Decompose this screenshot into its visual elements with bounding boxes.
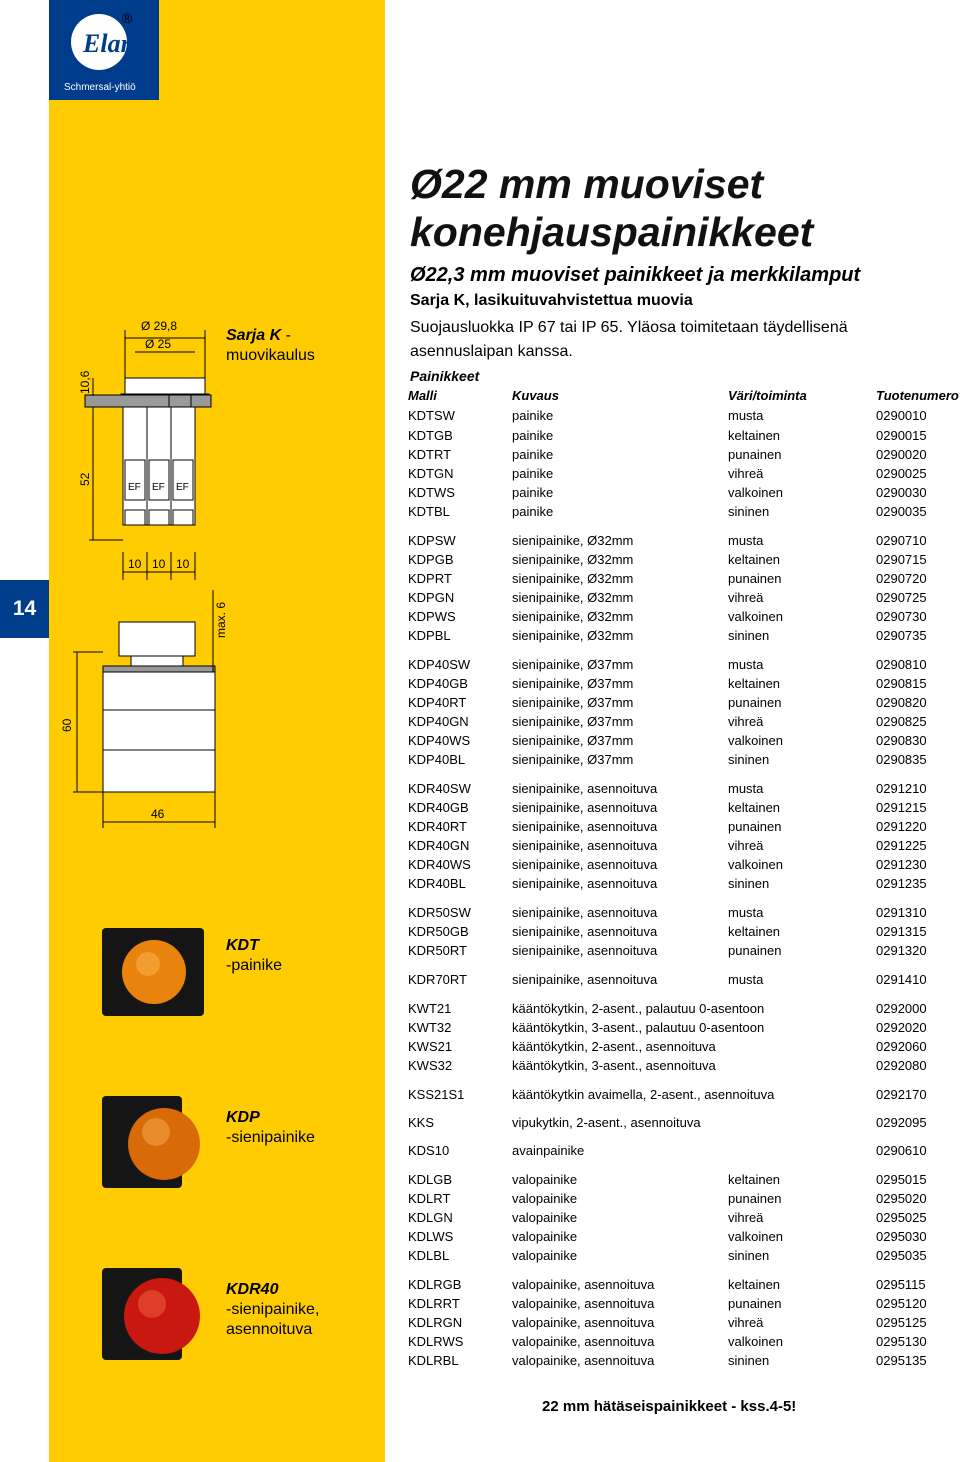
model-cell: KWT32 [408,1020,452,1035]
model-cell: KDR40GB [408,800,469,815]
description-cell: sienipainike, Ø37mm [512,676,634,691]
model-cell: KWS21 [408,1039,453,1054]
description-cell: sienipainike, asennoituva [512,800,658,815]
color-cell: vihreä [728,590,764,605]
product-number-cell: 0295030 [876,1229,927,1244]
color-cell: vihreä [728,1210,764,1225]
model-cell: KDTBL [408,504,450,519]
dim-diameter-29-8: Ø 29,8 [141,319,178,333]
product-number-cell: 0291225 [876,838,927,853]
description-cell: kääntökytkin, 2-asent., asennoituva [512,1039,716,1054]
kdt-button-photo [98,922,208,1022]
model-cell: KSS21S1 [408,1087,465,1102]
model-cell: KDLRBL [408,1353,459,1368]
color-cell: keltainen [728,552,781,567]
model-cell: KDPSW [408,533,456,548]
color-cell: keltainen [728,428,781,443]
description-cell: valopainike [512,1229,578,1244]
description-cell: sienipainike, asennoituva [512,905,658,920]
model-cell: KDTRT [408,447,452,462]
dim-height-10-6: 10,6 [78,370,92,394]
dimension-drawing [49,300,385,840]
description-cell: painike [512,447,554,462]
model-cell: KDP40BL [408,752,466,767]
model-cell: KDTSW [408,408,455,423]
description-cell: sienipainike, asennoituva [512,819,658,834]
product-number-cell: 0292170 [876,1087,927,1102]
model-cell: KDTGB [408,428,453,443]
kdp-button-photo [98,1092,208,1192]
model-cell: KDLGB [408,1172,453,1187]
model-cell: KDP40RT [408,695,467,710]
product-number-cell: 0290015 [876,428,927,443]
product-number-cell: 0295135 [876,1353,927,1368]
description-cell: painike [512,485,554,500]
product-number-cell: 0290835 [876,752,927,767]
description-cell: kääntökytkin, 2-asent., palautuu 0-asentoon [512,1001,765,1016]
model-cell: KDR50SW [408,905,471,920]
product-number-cell: 0295035 [876,1248,927,1263]
product-number-cell: 0291210 [876,781,927,796]
model-cell: KDTWS [408,485,455,500]
color-cell: punainen [728,571,782,586]
description-cell: sienipainike, Ø37mm [512,657,634,672]
model-cell: KDR50RT [408,943,468,958]
model-cell: KDLRGN [408,1315,463,1330]
description-cell: valopainike [512,1248,578,1263]
dim-width-10: 10 [152,557,166,571]
model-cell: KDLRRT [408,1296,460,1311]
product-number-cell: 0290725 [876,590,927,605]
description-cell: sienipainike, Ø32mm [512,609,634,624]
product-number-cell: 0292020 [876,1020,927,1035]
color-cell: valkoinen [728,609,783,624]
color-cell: keltainen [728,1277,781,1292]
color-cell: sininen [728,1353,770,1368]
model-cell: KDLRWS [408,1334,464,1349]
color-cell: valkoinen [728,733,783,748]
description-cell: kääntökytkin, 3-asent., palautuu 0-asentoon [512,1020,765,1035]
product-number-cell: 0295025 [876,1210,927,1225]
model-cell: KDP40GB [408,676,468,691]
color-cell: valkoinen [728,1334,783,1349]
color-cell: musta [728,408,764,423]
description-cell: kääntökytkin, 3-asent., asennoituva [512,1058,716,1073]
description-cell: kääntökytkin avaimella, 2-asent., asennoituva [512,1087,775,1102]
color-cell: vihreä [728,1315,764,1330]
model-cell: KDR70RT [408,972,468,987]
dim-width-10: 10 [128,557,142,571]
color-cell: musta [728,781,764,796]
dim-height-52: 52 [78,472,92,486]
description-cell: sienipainike, asennoituva [512,838,658,853]
description-cell: painike [512,408,554,423]
color-cell: musta [728,533,764,548]
dim-diameter-25: Ø 25 [145,337,172,351]
model-cell: KDPRT [408,571,452,586]
model-cell: KDR40GN [408,838,470,853]
product-number-cell: 0290820 [876,695,927,710]
color-cell: keltainen [728,1172,781,1187]
color-cell: punainen [728,819,782,834]
product-number-cell: 0290025 [876,466,927,481]
column-header-description: Kuvaus [512,388,559,403]
product-number-cell: 0291230 [876,857,927,872]
model-cell: KDP40WS [408,733,471,748]
product-number-cell: 0291220 [876,819,927,834]
model-cell: KDR50GB [408,924,469,939]
page-number-tab: 14 [0,580,49,638]
product-number-cell: 0295130 [876,1334,927,1349]
color-cell: sininen [728,752,770,767]
color-cell: keltainen [728,800,781,815]
caption-kdp: KDP -sienipainike [226,1109,315,1146]
description-cell: valopainike, asennoituva [512,1277,655,1292]
description-cell: sienipainike, asennoituva [512,857,658,872]
description: Suojausluokka IP 67 tai IP 65. Yläosa toimitetaan täydellisenä asennuslaipan kanssa. [410,319,848,360]
product-number-cell: 0290830 [876,733,927,748]
product-number-cell: 0292060 [876,1039,927,1054]
model-cell: KDLRGB [408,1277,462,1292]
model-cell: KDR40RT [408,819,468,834]
color-cell: valkoinen [728,485,783,500]
description-cell: painike [512,466,554,481]
product-number-cell: 0292080 [876,1058,927,1073]
color-cell: punainen [728,1296,782,1311]
color-cell: musta [728,972,764,987]
description-cell: valopainike [512,1172,578,1187]
description-cell: valopainike [512,1210,578,1225]
description-cell: sienipainike, Ø32mm [512,533,634,548]
caption-kdt: KDT -painike [226,937,283,974]
product-number-cell: 0292000 [876,1001,927,1016]
color-cell: punainen [728,943,782,958]
dim-width-46: 46 [151,807,165,821]
color-cell: sininen [728,876,770,891]
model-cell: KKS [408,1115,435,1130]
product-number-cell: 0290610 [876,1143,927,1158]
product-number-cell: 0290735 [876,628,927,643]
page-title: Ø22 mm muoviset konehjauspainikkeet [410,161,814,255]
ef-label: EF [128,482,141,493]
section-heading: Painikkeet [410,368,480,384]
description-cell: sienipainike, asennoituva [512,781,658,796]
description-cell: sienipainike, asennoituva [512,924,658,939]
dim-max-6: max. 6 [214,601,228,638]
description-cell: sienipainike, asennoituva [512,972,658,987]
color-cell: punainen [728,695,782,710]
color-cell: vihreä [728,714,764,729]
series-heading: Sarja K, lasikuituvahvistettua muovia [410,292,693,309]
model-cell: KDLGN [408,1210,453,1225]
description-cell: sienipainike, asennoituva [512,943,658,958]
description-cell: painike [512,428,554,443]
description-cell: vipukytkin, 2-asent., asennoituva [512,1115,701,1130]
product-number-cell: 0295115 [876,1277,926,1292]
description-cell: sienipainike, Ø37mm [512,752,634,767]
model-cell: KDP40SW [408,657,471,672]
description-cell: sienipainike, Ø32mm [512,552,634,567]
logo-text: Elan [83,29,136,58]
model-cell: KWT21 [408,1001,452,1016]
product-number-cell: 0295125 [876,1315,927,1330]
product-number-cell: 0290815 [876,676,927,691]
product-number-cell: 0291215 [876,800,927,815]
ef-label: EF [152,482,165,493]
model-cell: KDR40BL [408,876,466,891]
model-cell: KDPBL [408,628,451,643]
ef-label: EF [176,482,189,493]
model-cell: KDTGN [408,466,454,481]
color-cell: keltainen [728,676,781,691]
product-number-cell: 0295120 [876,1296,927,1311]
product-number-cell: 0292095 [876,1115,927,1130]
caption-sarja-k: Sarja K - muovikaulus [226,327,315,364]
product-number-cell: 0291235 [876,876,927,891]
dim-height-60: 60 [60,718,74,732]
color-cell: punainen [728,447,782,462]
description-cell: valopainike, asennoituva [512,1315,655,1330]
dim-width-10: 10 [176,557,190,571]
model-cell: KDPGB [408,552,454,567]
description-cell: valopainike, asennoituva [512,1334,655,1349]
product-number-cell: 0290030 [876,485,927,500]
page-subtitle: Ø22,3 mm muoviset painikkeet ja merkkilamput [410,264,861,286]
product-number-cell: 0295015 [876,1172,927,1187]
model-cell: KDR40SW [408,781,471,796]
color-cell: sininen [728,504,770,519]
color-cell: vihreä [728,466,764,481]
caption-kdr40: KDR40 -sienipainike, asennoituva [226,1281,320,1338]
description-cell: sienipainike, Ø37mm [512,695,634,710]
description-cell: sienipainike, Ø37mm [512,733,634,748]
model-cell: KDS10 [408,1143,450,1158]
color-cell: vihreä [728,838,764,853]
product-number-cell: 0291410 [876,972,927,987]
product-number-cell: 0291315 [876,924,927,939]
description-cell: sienipainike, asennoituva [512,876,658,891]
product-number-cell: 0295020 [876,1191,927,1206]
product-number-cell: 0290715 [876,552,927,567]
model-cell: KDLWS [408,1229,454,1244]
product-number-cell: 0291310 [876,905,927,920]
description-cell: painike [512,504,554,519]
color-cell: musta [728,657,764,672]
description-cell: valopainike, asennoituva [512,1353,655,1368]
model-cell: KDPGN [408,590,455,605]
description-cell: sienipainike, Ø32mm [512,590,634,605]
column-header-product-number: Tuotenumero [876,388,959,403]
description-cell: valopainike, asennoituva [512,1296,655,1311]
product-number-cell: 0290825 [876,714,927,729]
column-header-model: Malli [408,388,437,403]
kdr40-button-photo [98,1264,208,1364]
model-cell: KDLRT [408,1191,451,1206]
color-cell: valkoinen [728,1229,783,1244]
product-number-cell: 0290810 [876,657,927,672]
product-number-cell: 0290010 [876,408,927,423]
footer-note: 22 mm hätäseispainikkeet - kss.4-5! [542,1398,797,1415]
color-cell: sininen [728,1248,770,1263]
description-cell: sienipainike, Ø32mm [512,628,634,643]
model-cell: KDPWS [408,609,456,624]
product-number-cell: 0290720 [876,571,927,586]
model-cell: KDP40GN [408,714,469,729]
color-cell: sininen [728,628,770,643]
parent-company: Schmersal-yhtiö [64,82,136,93]
description-cell: avainpainike [512,1143,585,1158]
model-cell: KDR40WS [408,857,471,872]
product-number-cell: 0290020 [876,447,927,462]
color-cell: valkoinen [728,857,783,872]
model-cell: KWS32 [408,1058,453,1073]
product-number-cell: 0290730 [876,609,927,624]
product-number-cell: 0290710 [876,533,927,548]
color-cell: punainen [728,1191,782,1206]
product-number-cell: 0291320 [876,943,927,958]
registered-mark: ® [122,10,133,26]
color-cell: keltainen [728,924,781,939]
description-cell: sienipainike, Ø37mm [512,714,634,729]
description-cell: sienipainike, Ø32mm [512,571,634,586]
column-header-color: Väri/toiminta [728,388,807,403]
description-cell: valopainike [512,1191,578,1206]
product-number-cell: 0290035 [876,504,927,519]
model-cell: KDLBL [408,1248,450,1263]
color-cell: musta [728,905,764,920]
